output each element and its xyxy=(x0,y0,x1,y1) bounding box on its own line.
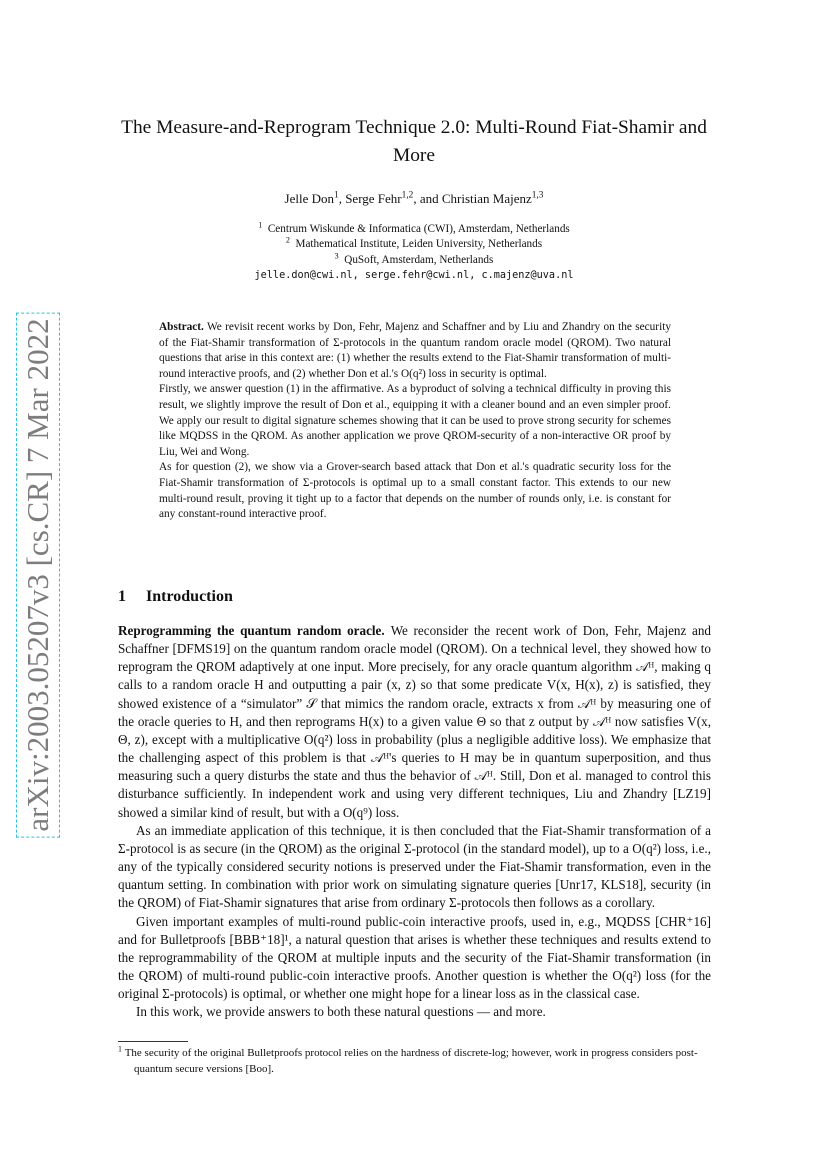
affiliation-line xyxy=(118,250,710,268)
abstract xyxy=(159,320,671,523)
paragraph-text: We reconsider the recent work of Don, Fehr, Majenz and Schaffner [DFMS19] on the quantum random oracle model (QROM). On a technical level, they showed how to reprogram the QROM adaptively at one input. More precisely, for any oracle quantum algorithm 𝒜ᴴ, making q calls to a random oracle H and outputting a pair (x, z) so that some predicate V(x, H(x), z) is satisfied, they showed existence of a “simulator” 𝒮 that mimics the random oracle, extracts x from 𝒜ᴴ by measuring one of the oracle queries to H, and then reprograms H(x) to a given value Θ so that z output by 𝒜ᴴ now satisfies V(x, Θ, z), except with a multiplicative O(q²) loss in probability (plus a negligible additive loss). We emphasize that the challenging aspect of this problem is that 𝒜ᴴ's queries to H may be in quantum superposition, and thus measuring such a query disturbs the state and thus the behavior of 𝒜ᴴ. Still, Don et al. managed to control this disturbance sufficiently. In independent work and using very different techniques, Liu and Zhandry [LZ19] showed a similar kind of result, but with a O(q⁹) loss. xyxy=(118,623,711,820)
affiliation-number: 1 xyxy=(258,220,263,230)
body-paragraph: In this work, we provide answers to both these natural questions — and more. xyxy=(136,1004,546,1020)
affiliation-number: 2 xyxy=(285,235,290,245)
abstract-paragraph: As for question (2), we show via a Grover-search based attack that Don et al.'s quadratic security loss for the Fiat-Shamir transformation of Σ-protocols is optimal up to a small constant factor. This extends to our new multi-round result, proving it tight up to a factor that depends on the number of rounds only, i.e. is constant for any constant-round interactive proof. xyxy=(159,461,671,521)
author-affil-mark: 1,2 xyxy=(401,190,414,201)
section-number: 1 xyxy=(118,588,126,605)
footnote-divider xyxy=(118,1041,188,1042)
footnote xyxy=(118,1046,711,1077)
section-heading xyxy=(118,588,233,606)
author-name: and Christian Majenz xyxy=(419,191,532,206)
body-text xyxy=(118,622,711,1021)
author-list: Jelle Don$^1$, Serge Fehr$^{1,2}$, and Christian Majenz$^{1,3}$ xyxy=(284,190,544,206)
footnote-text xyxy=(118,1046,711,1077)
paper-title: The Measure-and-Reprogram Technique 2.0: Multi-Round Fiat-Shamir and More xyxy=(121,117,707,166)
footnote-body: The security of the original Bulletproofs protocol relies on the hardness of discrete-log; however, work in progress considers post-quantum secure versions [Boo]. xyxy=(124,1047,698,1075)
abstract-paragraph xyxy=(159,320,671,382)
abstract-label: Abstract. xyxy=(159,321,204,333)
affiliation-line xyxy=(118,237,710,252)
author-name: Jelle Don xyxy=(284,191,335,206)
abstract-text: We revisit recent works by Don, Fehr, Majenz and Schaffner and by Liu and Zhandry on the security of the Fiat-Shamir transformation of Σ-protocols in the quantum random oracle model (QROM). Two natural questions that arise in this context are: (1) whether the results extend to the Fiat-Shamir transformation of multi-round interactive proofs, and (2) whether Don et al.'s O(q²) loss in security is optimal. xyxy=(159,321,671,380)
affiliation-text: Centrum Wiskunde & Informatica (CWI), Amsterdam, Netherlands xyxy=(267,223,570,235)
author-emails[interactable]: jelle.don@cwi.nl, serge.fehr@cwi.nl, c.majenz@uva.nl xyxy=(254,269,574,281)
paragraph-runin-heading: Reprogramming the quantum random oracle. xyxy=(118,623,385,638)
affiliation-text: Mathematical Institute, Leiden University, Netherlands xyxy=(295,238,543,251)
author-affil-mark: 1,3 xyxy=(531,190,544,201)
body-paragraph: As an immediate application of this technique, it is then concluded that the Fiat-Shamir transformation of a Σ-protocol is as secure (in the QROM) as the original Σ-protocol (in the standard model), up to a O(q²) loss, i.e., any of the typically considered security notions is preserved under the Fiat-Shamir transformation, even in the quantum setting. In combination with prior work on simulating signature queries [Unr17, KLS18], security (in the QROM) of Fiat-Shamir signatures that arise from ordinary Σ-protocols then follows as a corollary. xyxy=(118,822,711,911)
body-paragraph: Given important examples of multi-round public-coin interactive proofs, used in, e.g., MQDSS [CHR⁺16] and for Bulletproofs [BBB⁺18]¹, a natural question that arises is whether these techniques and results extend to the reprogrammability of the QROM at multiple inputs and the security of the Fiat-Shamir transformation (in the QROM) of multi-round public-coin interactive proofs. Another question is whether the O(q²) loss (for the original Σ-protocols) is optimal, or whether one might hope for a linear loss as in the classical case. xyxy=(118,913,711,1002)
affiliation-line xyxy=(118,222,710,237)
footnote-number: 1 xyxy=(118,1044,122,1054)
affiliation-number: 3 xyxy=(334,250,339,260)
arxiv-identifier[interactable]: arXiv:2003.05207v3 [cs.CR] 7 Mar 2022 xyxy=(20,318,55,832)
section-title: Introduction xyxy=(146,588,233,605)
affiliation-text: QuSoft, Amsterdam, Netherlands xyxy=(344,253,494,266)
affiliations xyxy=(118,222,710,283)
arxiv-stamp[interactable] xyxy=(16,318,60,832)
author-name: Serge Fehr xyxy=(345,191,402,206)
body-paragraph xyxy=(118,622,711,822)
abstract-paragraph: Firstly, we answer question (1) in the affirmative. As a byproduct of solving a technical difficulty in proving this result, we slightly improve the result of Don et al., equipping it with a cleaner bound and an even simpler proof. We apply our result to digital signature schemes showing that it can be used to prove strong security for schemes like MQDSS in the QROM. As another application we prove QROM-security of a non-interactive OR proof by Liu, Wei and Wong. xyxy=(159,383,671,458)
author-affil-mark: 1 xyxy=(334,190,339,201)
